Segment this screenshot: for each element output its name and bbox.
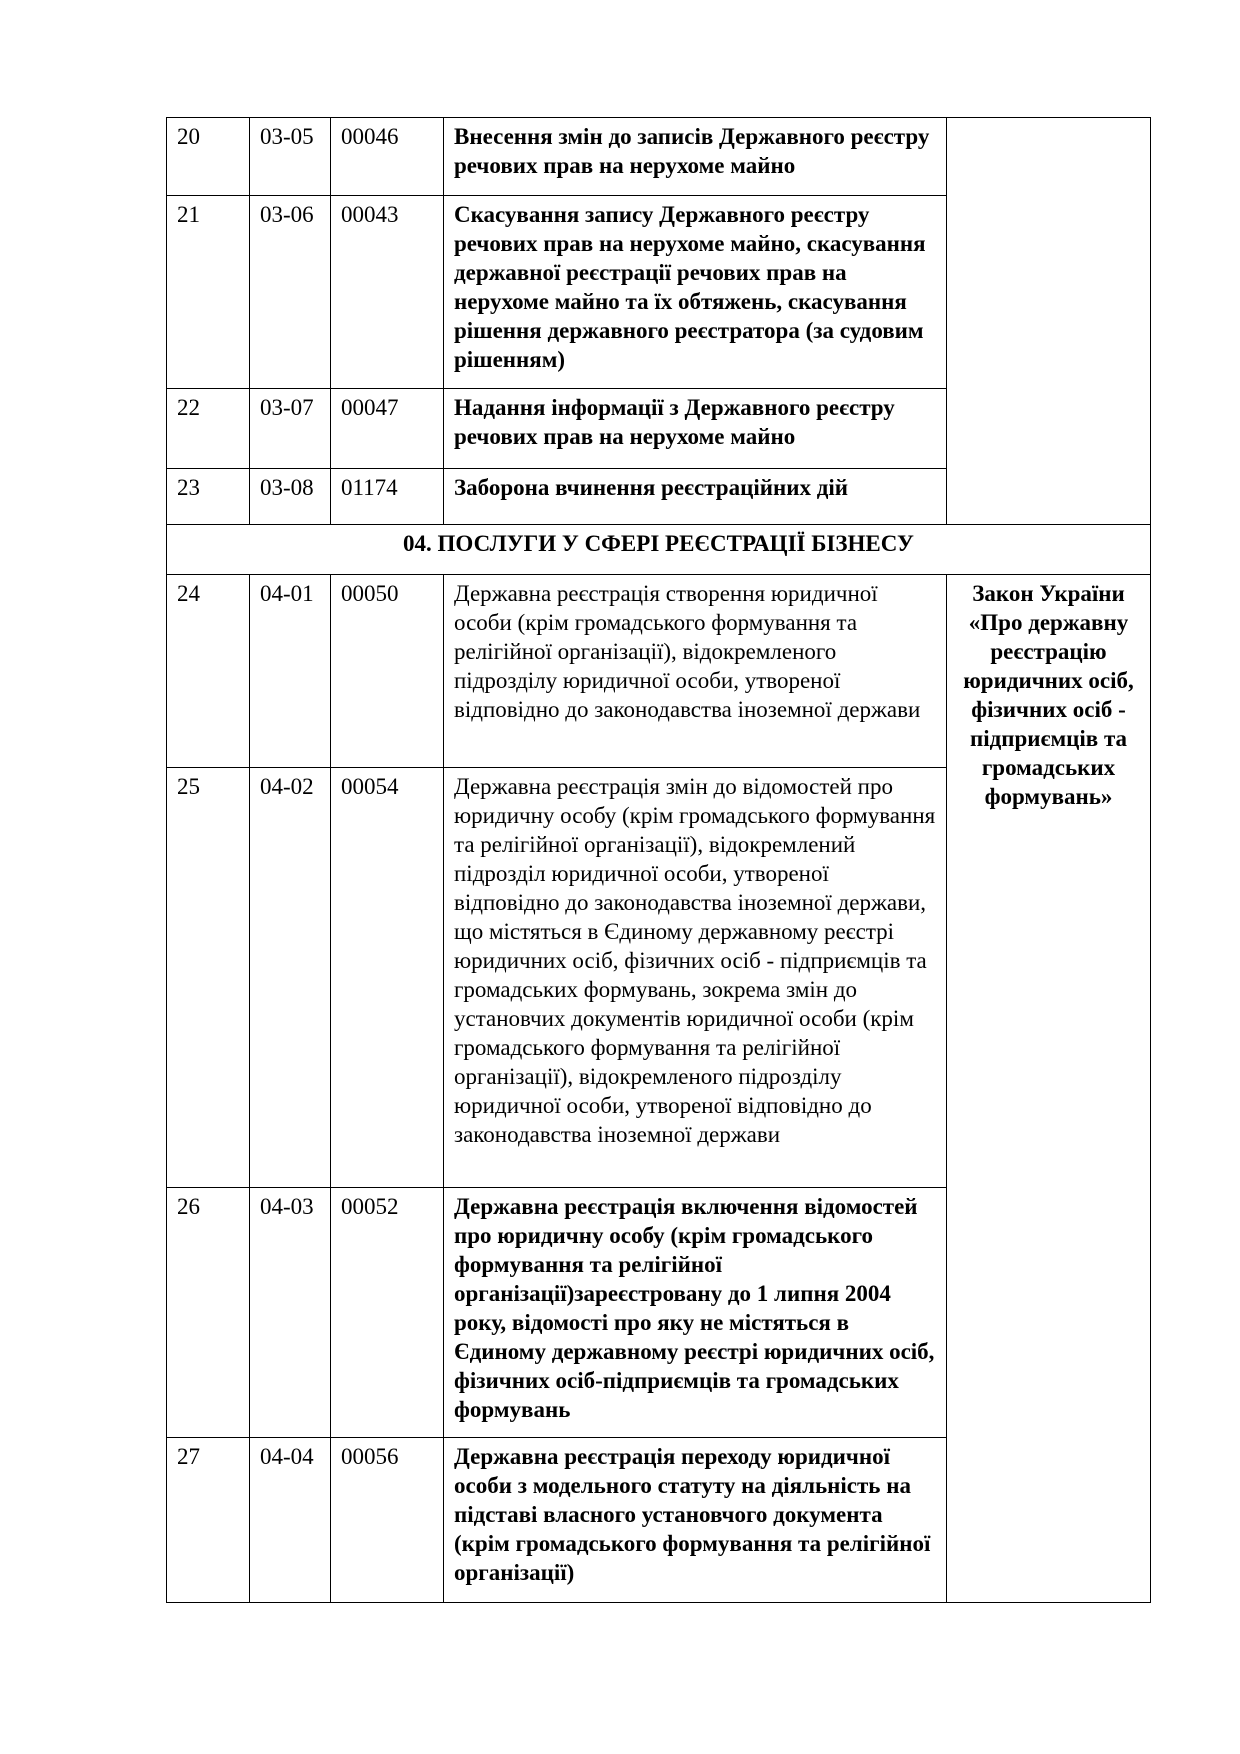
service-id: 01174 xyxy=(331,469,444,525)
row-number: 20 xyxy=(167,118,250,196)
service-id: 00054 xyxy=(331,768,444,1188)
service-name: Надання інформації з Державного реєстру речових прав на нерухоме майно xyxy=(444,389,947,469)
law-reference: Закон України «Про державну реєстрацію юридичних осіб, фізичних осіб - підприємців та громадських формувань» xyxy=(947,575,1151,1603)
row-number: 24 xyxy=(167,575,250,768)
service-code: 04-03 xyxy=(250,1188,331,1438)
row-number: 23 xyxy=(167,469,250,525)
row-number: 27 xyxy=(167,1438,250,1603)
service-name: Державна реєстрація створення юридичної особи (крім громадського формування та релігійної організації), відокремленого підрозділу юридичної особи, утвореної відповідно до законодавства іноземної держави xyxy=(444,575,947,768)
service-code: 04-02 xyxy=(250,768,331,1188)
service-code: 04-01 xyxy=(250,575,331,768)
service-name: Скасування запису Державного реєстру речових прав на нерухоме майно, скасування державної реєстрації речових прав на нерухоме майно та їх обтяжень, скасування рішення державного реєстратора (за судовим рішенням) xyxy=(444,196,947,389)
section-row xyxy=(167,525,1151,575)
service-code: 04-04 xyxy=(250,1438,331,1603)
service-code: 03-06 xyxy=(250,196,331,389)
service-name: Заборона вчинення реєстраційних дій xyxy=(444,469,947,525)
row-number: 26 xyxy=(167,1188,250,1438)
table-row xyxy=(167,118,1151,196)
service-code: 03-07 xyxy=(250,389,331,469)
service-name: Внесення змін до записів Державного реєстру речових прав на нерухоме майно xyxy=(444,118,947,196)
service-name: Державна реєстрація змін до відомостей про юридичну особу (крім громадського формування та релігійної організації), відокремлений підрозділ юридичної особи, утвореної відповідно до законодавства іноземної держави, що містяться в Єдиному державному реєстрі юридичних осіб, фізичних осіб - підприємців та громадських формувань, зокрема змін до установчих документів юридичної особи (крім громадського формування та релігійної організації), відокремленого підрозділу юридичної особи, утвореної відповідно до законодавства іноземної держави xyxy=(444,768,947,1188)
row-number: 21 xyxy=(167,196,250,389)
services-table xyxy=(166,117,1151,1603)
service-id: 00046 xyxy=(331,118,444,196)
law-cell-empty xyxy=(947,118,1151,525)
service-code: 03-08 xyxy=(250,469,331,525)
service-id: 00043 xyxy=(331,196,444,389)
service-id: 00052 xyxy=(331,1188,444,1438)
service-id: 00047 xyxy=(331,389,444,469)
service-id: 00056 xyxy=(331,1438,444,1603)
row-number: 25 xyxy=(167,768,250,1188)
section-title: 04. ПОСЛУГИ У СФЕРІ РЕЄСТРАЦІЇ БІЗНЕСУ xyxy=(167,525,1151,575)
service-name: Державна реєстрація переходу юридичної особи з модельного статуту на діяльність на підставі власного установчого документа (крім громадського формування та релігійної організації) xyxy=(444,1438,947,1603)
service-id: 00050 xyxy=(331,575,444,768)
service-code: 03-05 xyxy=(250,118,331,196)
row-number: 22 xyxy=(167,389,250,469)
service-name: Державна реєстрація включення відомостей про юридичну особу (крім громадського формування та релігійної організації)зареєстровану до 1 липня 2004 року, відомості про яку не містяться в Єдиному державному реєстрі юридичних осіб, фізичних осіб-підприємців та громадських формувань xyxy=(444,1188,947,1438)
table-row xyxy=(167,575,1151,768)
